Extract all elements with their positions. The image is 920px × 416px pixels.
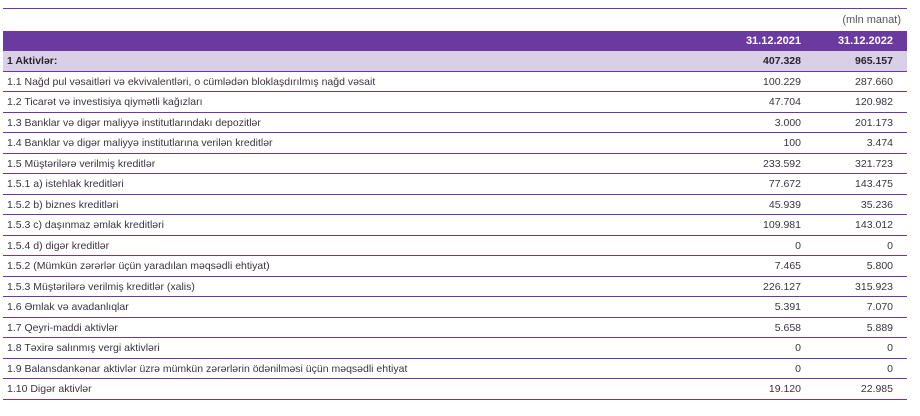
row-label: 1.5.3 Müştərilərə verilmiş kreditlər (xalis) [7, 280, 195, 293]
value-2022: 5.800 [866, 260, 893, 272]
table-row [3, 195, 907, 216]
row-label: 1.7 Qeyri-maddi aktivlər [7, 321, 118, 334]
value-2022: 22.985 [860, 383, 893, 395]
value-2022: 3.474 [866, 137, 893, 149]
table-row [3, 113, 907, 134]
table-row [3, 338, 907, 359]
value-2021: 77.672 [768, 178, 801, 190]
row-label: 1.10 Digər aktivlər [7, 383, 92, 395]
value-2021: 0 [795, 362, 801, 375]
row-label: 1.5.1 a) istehlak kreditləri [7, 178, 124, 190]
row-label: 1.5.2 b) biznes kreditləri [7, 198, 119, 211]
value-2021: 47.704 [768, 96, 801, 108]
value-2021: 226.127 [763, 280, 801, 293]
row-label: 1.3 Banklar və digər maliyyə institutlarındakı depozitlər [7, 116, 261, 129]
table-header [3, 31, 907, 51]
value-2022: 0 [887, 362, 893, 375]
value-2022: 143.475 [855, 178, 893, 190]
value-2022: 143.012 [855, 219, 893, 231]
table-row [3, 318, 907, 339]
row-label: 1.5.4 d) digər kreditlər [7, 239, 110, 252]
value-2022: 7.070 [866, 301, 893, 313]
header-col-2022: 31.12.2022 [837, 35, 893, 47]
row-label: 1.5 Müştərilərə verilmiş kreditlər [7, 157, 156, 170]
unit-label: (mln manat) [842, 14, 901, 26]
table-row [3, 236, 907, 257]
table-row [3, 256, 907, 277]
value-2022: 321.723 [855, 157, 893, 170]
unit-row [3, 9, 907, 31]
value-2022: 201.173 [855, 116, 893, 129]
table-row [3, 154, 907, 175]
table-row-total [3, 51, 907, 72]
value-2021: 0 [795, 239, 801, 252]
table-row [3, 297, 907, 318]
value-2021: 7.465 [774, 260, 801, 272]
value-2021: 0 [795, 342, 801, 354]
value-2021: 19.120 [768, 383, 801, 395]
row-label: 1 Aktivlər: [7, 55, 58, 67]
row-label: 1.6 Əmlak və avadanlıqlar [7, 301, 129, 313]
value-2022: 965.157 [855, 55, 893, 67]
table-row [3, 277, 907, 298]
header-col-2021: 31.12.2021 [745, 35, 801, 47]
row-label: 1.9 Balansdankənar aktivlər üzrə mümkün zərərlərin ödənilməsi üçün məqsədli ehtiyat [7, 362, 408, 375]
value-2021: 45.939 [768, 198, 801, 211]
table-row [3, 92, 907, 113]
value-2022: 0 [887, 342, 893, 354]
value-2021: 109.981 [763, 219, 801, 231]
table-row [3, 359, 907, 380]
value-2021: 5.391 [774, 301, 801, 313]
value-2022: 5.889 [866, 321, 893, 334]
value-2022: 120.982 [855, 96, 893, 108]
row-label: 1.5.2 (Mümkün zərərlər üçün yaradılan məqsədli ehtiyat) [7, 260, 270, 272]
row-label: 1.5.3 c) daşınmaz əmlak kreditləri [7, 219, 164, 231]
value-2021: 5.658 [774, 321, 801, 334]
row-label: 1.8 Təxirə salınmış vergi aktivləri [7, 342, 160, 354]
assets-table [3, 8, 907, 400]
value-2022: 35.236 [860, 198, 893, 211]
value-2021: 407.328 [763, 55, 801, 67]
table-row [3, 379, 907, 400]
value-2021: 233.592 [763, 157, 801, 170]
table-row [3, 133, 907, 154]
value-2022: 0 [887, 239, 893, 252]
value-2021: 100 [783, 137, 801, 149]
value-2022: 315.923 [855, 280, 893, 293]
row-label: 1.2 Ticarət və investisiya qiymətli kağızları [7, 96, 203, 108]
table-row [3, 174, 907, 195]
table-row [3, 72, 907, 93]
value-2021: 100.229 [763, 75, 801, 88]
row-label: 1.1 Nağd pul vəsaitləri və ekvivalentləri, o cümlədən bloklaşdırılmış nağd vəsait [7, 75, 376, 88]
value-2022: 287.660 [855, 75, 893, 88]
table-row [3, 215, 907, 236]
table-body [3, 51, 907, 400]
row-label: 1.4 Banklar və digər maliyyə institutlarına verilən kreditlər [7, 137, 273, 149]
value-2021: 3.000 [774, 116, 801, 129]
